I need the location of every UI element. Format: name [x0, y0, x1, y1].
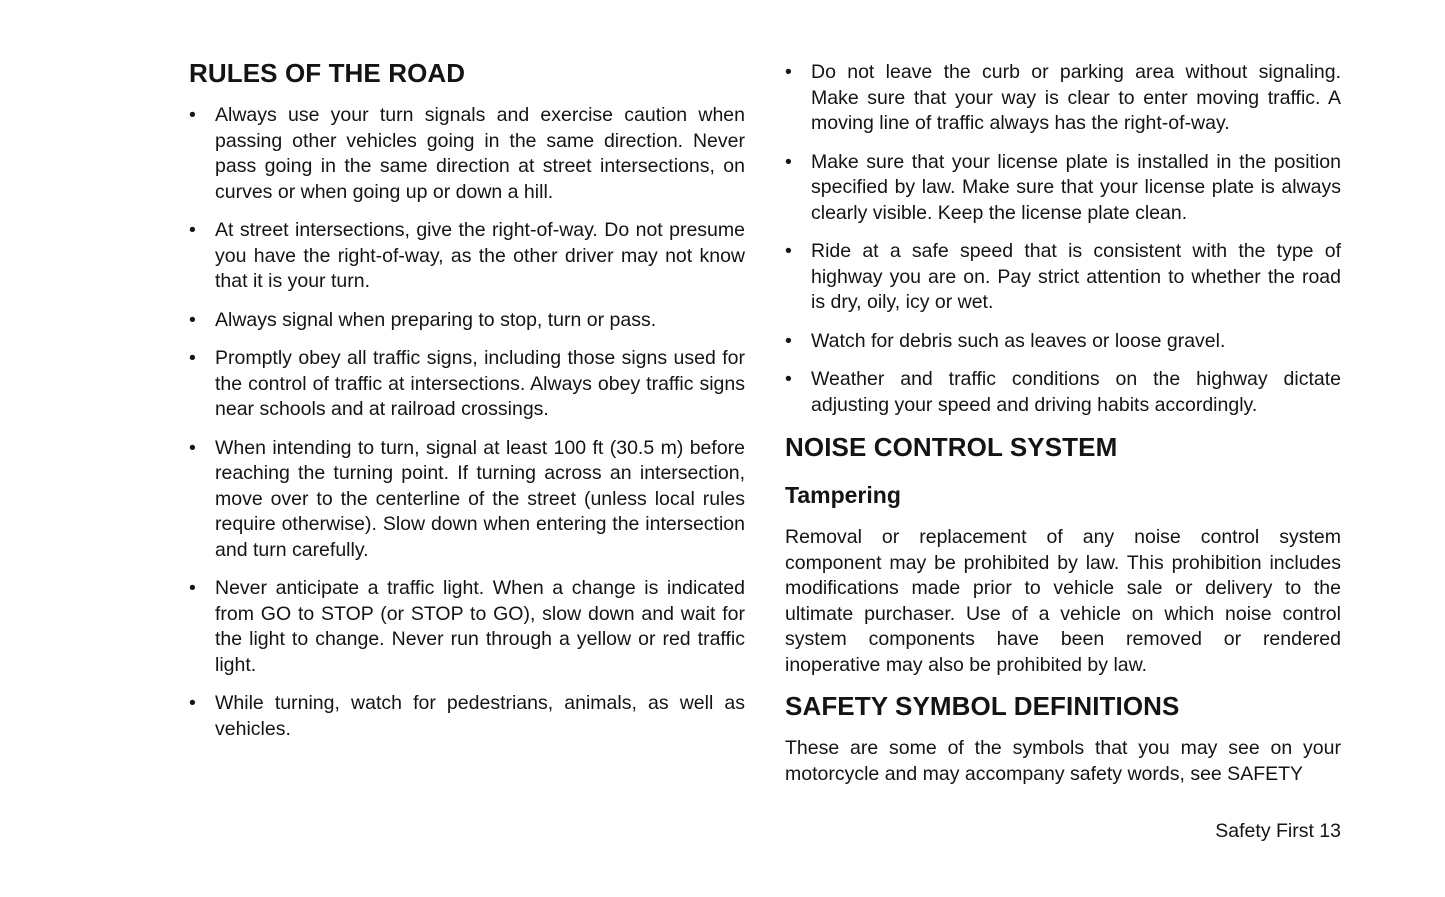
list-item-text: Always use your turn signals and exercise caution when passing other vehicles going in the same direction. Never pass going in the same direction at street intersections, on curves or when going up or down a hill. — [215, 104, 745, 203]
bullet-icon: • — [189, 692, 196, 714]
bullet-icon: • — [785, 368, 792, 390]
safety-symbol-paragraph: These are some of the symbols that you may see on your motorcycle and may accompany safety words, see SAFETY — [785, 737, 1341, 785]
bullet-icon: • — [189, 219, 196, 241]
list-item — [189, 576, 745, 678]
right-column — [785, 60, 1341, 801]
bullet-icon: • — [189, 308, 196, 331]
tampering-heading: Tampering — [785, 482, 901, 508]
bullet-icon: • — [785, 240, 792, 262]
bullet-icon: • — [785, 61, 792, 83]
list-item — [189, 691, 745, 742]
list-item — [189, 103, 745, 205]
list-item-text: Always signal when preparing to stop, turn or pass. — [215, 308, 657, 331]
list-item — [785, 329, 1341, 355]
list-item — [785, 239, 1341, 316]
bullet-icon: • — [785, 329, 792, 352]
rules-list — [189, 103, 745, 742]
list-item-text: Watch for debris such as leaves or loose gravel. — [811, 329, 1226, 352]
list-item-text: Promptly obey all traffic signs, including those signs used for the control of traffic at intersections. Always obey traffic signs near schools and at railroad crossings. — [215, 347, 745, 420]
bullet-icon: • — [189, 436, 196, 459]
tampering-paragraph: Removal or replacement of any noise control system component may be prohibited by law. This prohibition includes modifications made prior to vehicle sale or delivery to the ultimate purchaser. Use of a vehicle on which noise control system components have been removed or rendered inoperative may also be prohibited by law. — [785, 526, 1341, 676]
list-item — [785, 150, 1341, 227]
list-item — [189, 308, 745, 334]
list-item — [189, 436, 745, 564]
list-item-text: Weather and traffic conditions on the highway dictate adjusting your speed and driving habits accordingly. — [811, 368, 1341, 416]
bullet-icon: • — [785, 150, 792, 173]
left-column — [189, 55, 745, 755]
list-item-text: While turning, watch for pedestrians, animals, as well as vehicles. — [215, 692, 745, 740]
page-footer: Safety First 13 — [1215, 820, 1341, 842]
list-item-text: Ride at a safe speed that is consistent with the type of highway you are on. Pay strict attention to whether the road is dry, oily, icy or wet. — [811, 240, 1341, 313]
list-item — [189, 346, 745, 423]
list-item-text: Make sure that your license plate is installed in the position specified by law. Make sure that your license plate is always clearly visible. Keep the license plate clean. — [811, 150, 1341, 224]
bullet-icon: • — [189, 347, 196, 369]
rules-list-continued — [785, 60, 1341, 418]
rules-of-the-road-heading: RULES OF THE ROAD — [189, 58, 466, 88]
list-item-text: When intending to turn, signal at least 100 ft (30.5 m) before reaching the turning point. If turning across an intersection, move over to the centerline of the street (unless local rules require otherwise). Slow down when entering the intersection and turn carefully. — [215, 436, 745, 561]
safety-symbol-heading: SAFETY SYMBOL DEFINITIONS — [785, 691, 1180, 721]
bullet-icon: • — [189, 577, 196, 599]
bullet-icon: • — [189, 104, 196, 126]
list-item — [785, 367, 1341, 418]
noise-control-heading: NOISE CONTROL SYSTEM — [785, 432, 1118, 462]
list-item-text: Never anticipate a traffic light. When a change is indicated from GO to STOP (or STOP to GO), slow down and wait for the light to change. Never run through a yellow or red traffic light. — [215, 577, 745, 676]
list-item-text: Do not leave the curb or parking area without signaling. Make sure that your way is clear to enter moving traffic. A moving line of traffic always has the right-of-way. — [811, 61, 1341, 134]
list-item-text: At street intersections, give the right-of-way. Do not presume you have the right-of-way, as the other driver may not know that it is your turn. — [215, 219, 745, 292]
list-item — [785, 60, 1341, 137]
list-item — [189, 218, 745, 295]
